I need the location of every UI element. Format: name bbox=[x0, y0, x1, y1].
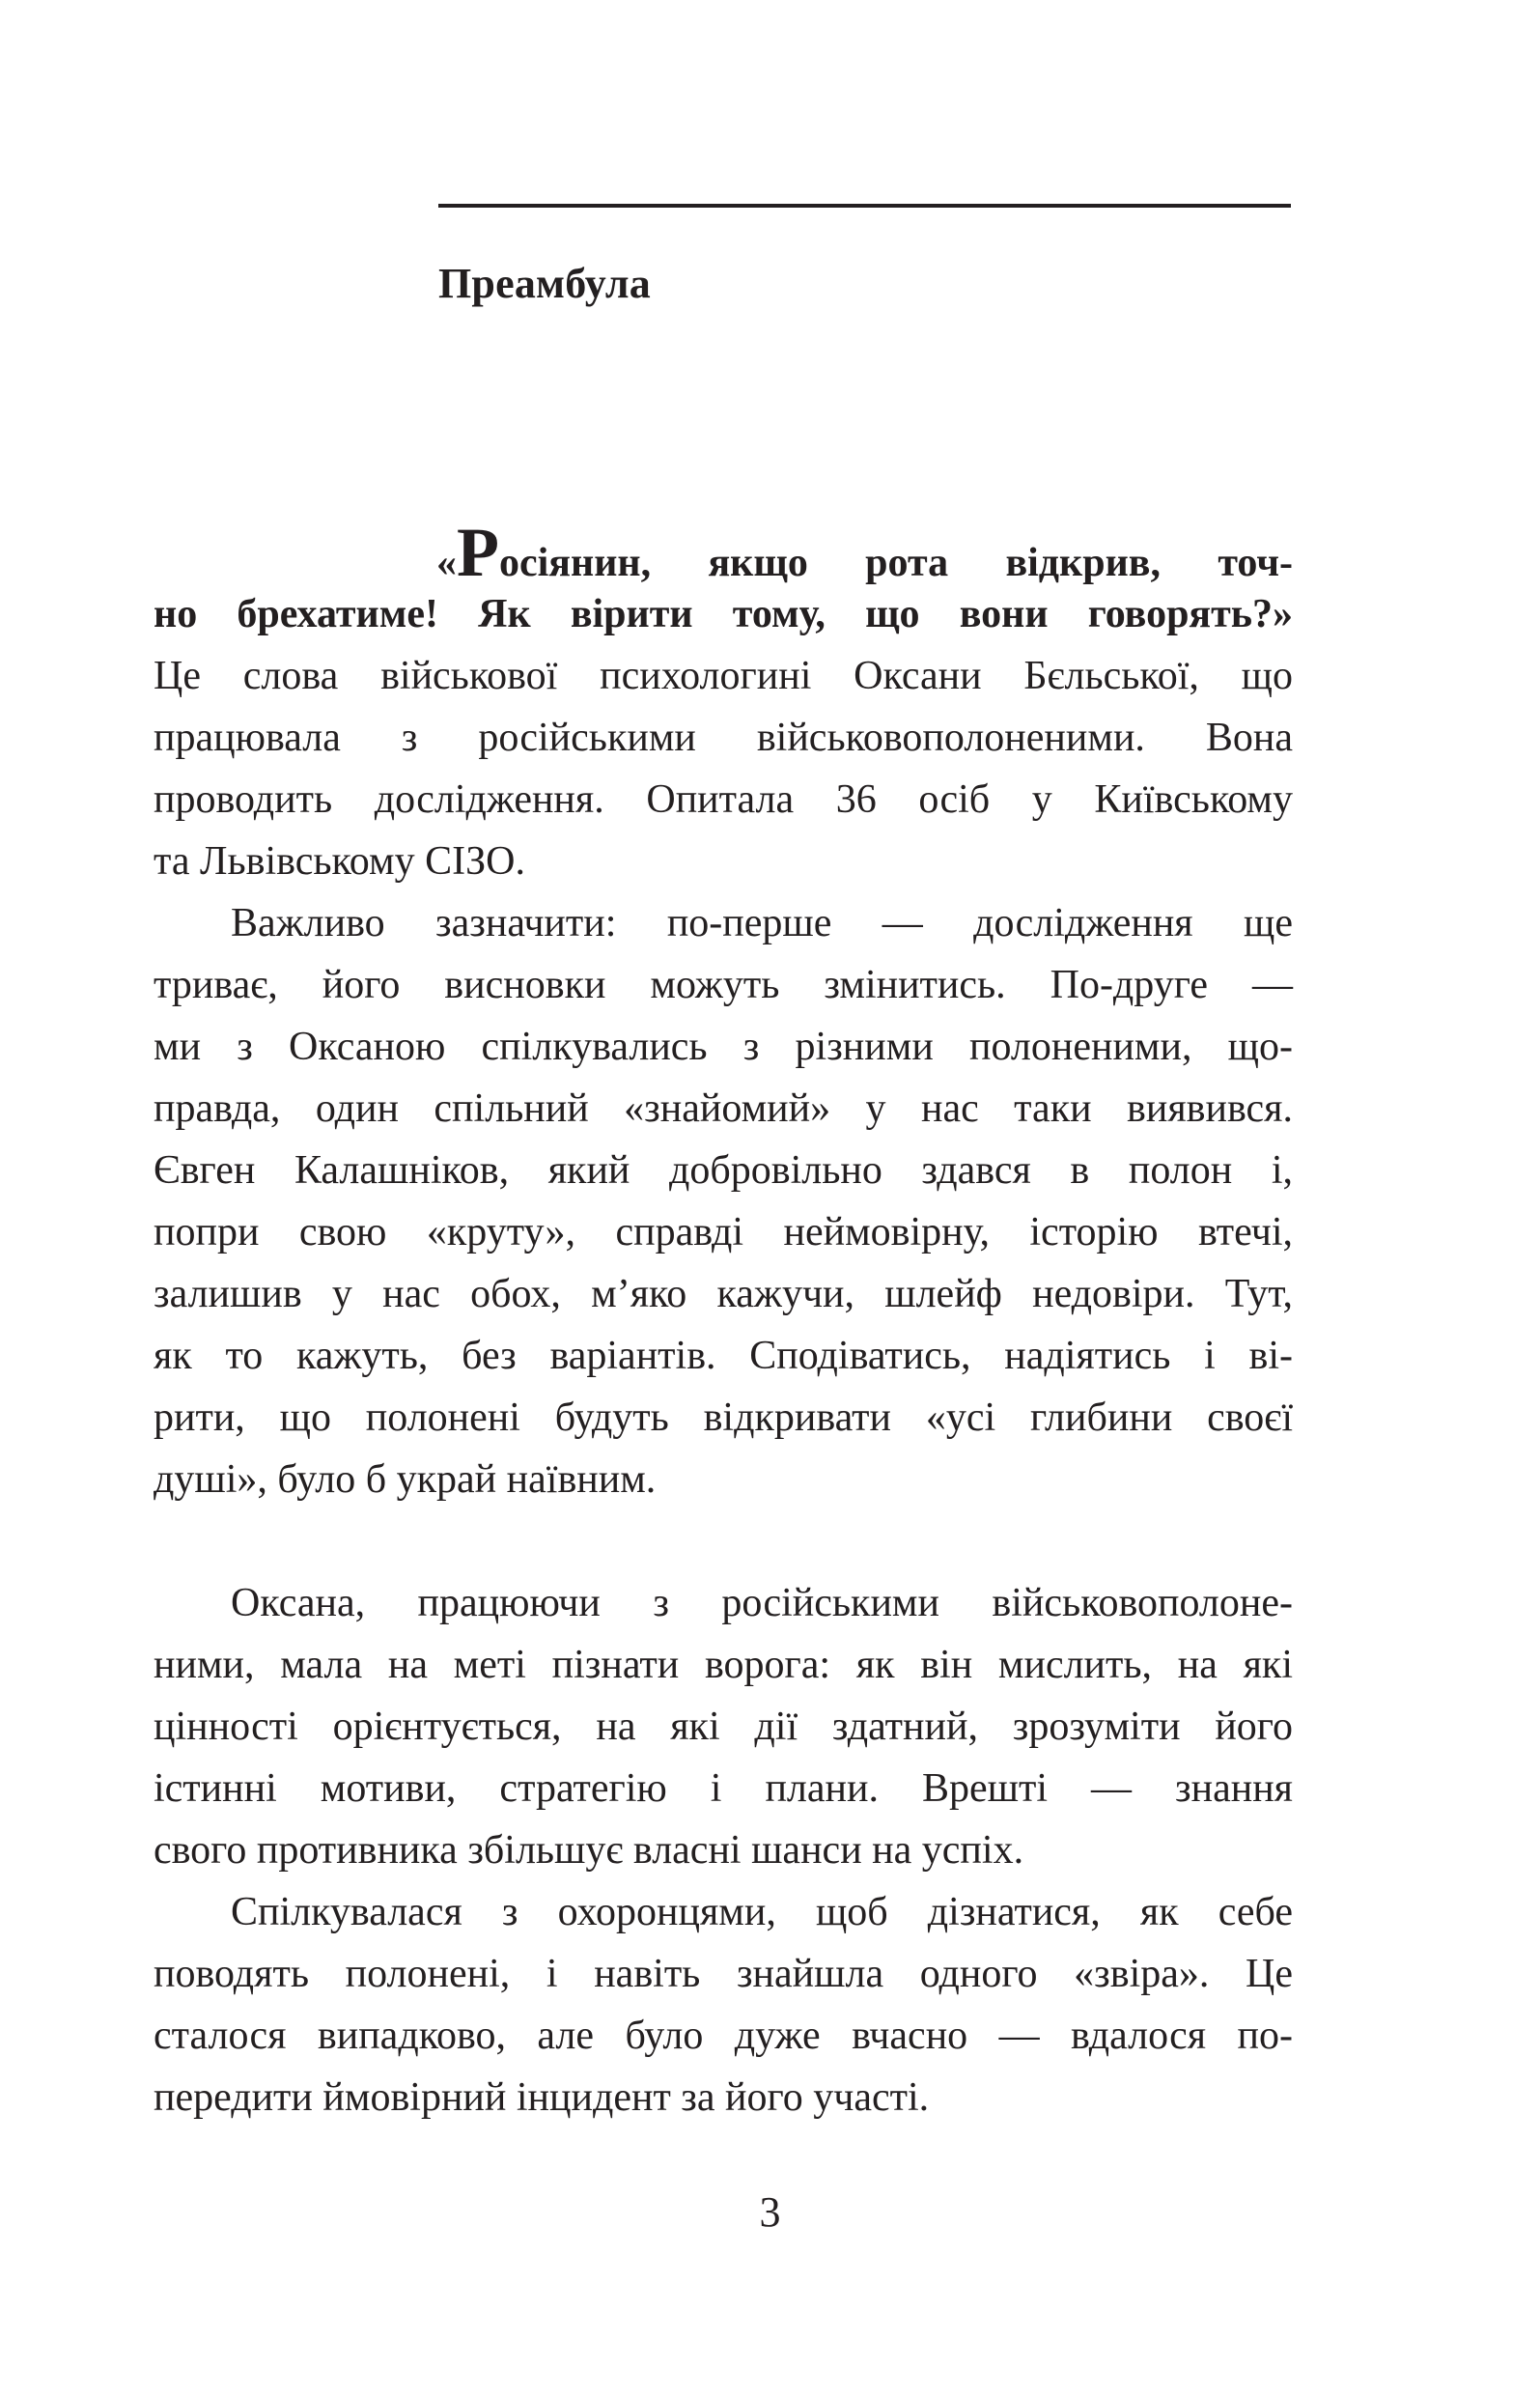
paragraph-3-line: Оксана, працюючи з російськими військовополоне- bbox=[231, 1581, 1293, 1625]
epigraph-dropcap: Р bbox=[457, 514, 499, 591]
page-number: 3 bbox=[759, 2188, 781, 2236]
paragraph-2-line: як то кажуть, без варіантів. Сподіватись, надіятись і ві- bbox=[154, 1334, 1293, 1378]
paragraph-1-line: та Львівському СІЗО. bbox=[154, 839, 525, 884]
chapter-top-rule bbox=[438, 204, 1291, 208]
epigraph-line-1 bbox=[154, 514, 1293, 591]
paragraph-1-line: Це слова військової психологині Оксани Бєльської, що bbox=[154, 654, 1293, 698]
paragraph-2-line: рити, що полонені будуть відкривати «усі глибини своєї bbox=[154, 1395, 1293, 1440]
chapter-title: Преамбула bbox=[438, 260, 651, 307]
epigraph-line-2: но брехатиме! Як вірити тому, що вони говорять?» bbox=[154, 592, 1293, 636]
paragraph-4-line: сталося випадково, але було дуже вчасно — вдалося по- bbox=[154, 2014, 1293, 2058]
paragraph-2-line: триває, його висновки можуть змінитись. По-друге — bbox=[154, 963, 1293, 1007]
paragraph-3-line: цінності орієнтується, на які дії здатний, зрозуміти його bbox=[154, 1705, 1293, 1749]
paragraph-4-line: Спілкувалася з охоронцями, щоб дізнатися, як себе bbox=[231, 1890, 1293, 1934]
paragraph-2-line: попри свою «круту», справді неймовірну, історію втечі, bbox=[154, 1210, 1293, 1254]
paragraph-2-line: душі», було б украй наївним. bbox=[154, 1457, 657, 1502]
epigraph-open-quote: « bbox=[436, 541, 457, 585]
text-block-2 bbox=[154, 1572, 1293, 2128]
paragraph-4-line: передити ймовірний інцидент за його участі. bbox=[154, 2075, 930, 2120]
paragraph-3-line: істинні мотиви, стратегію і плани. Врешті — знання bbox=[154, 1766, 1293, 1811]
paragraph-2-line: Євген Калашніков, який добровільно здався в полон і, bbox=[154, 1148, 1293, 1193]
paragraph-3-line: свого противника збільшує власні шанси на успіх. bbox=[154, 1828, 1024, 1873]
paragraph-2-line: правда, один спільний «знайомий» у нас таки виявився. bbox=[154, 1086, 1293, 1131]
paragraph-2-line: залишив у нас обох, м’яко кажучи, шлейф недовіри. Тут, bbox=[154, 1272, 1293, 1316]
paragraph-1-line: проводить дослідження. Опитала 36 осіб у Київському bbox=[154, 777, 1293, 822]
paragraph-1-line: працювала з російськими військовополоненими. Вона bbox=[154, 716, 1293, 760]
paragraph-2-line: ми з Оксаною спілкувались з різними полоненими, що- bbox=[154, 1025, 1293, 1069]
text-block-1 bbox=[154, 514, 1293, 1510]
paragraph-4-line: поводять полонені, і навіть знайшла одного «звіра». Це bbox=[154, 1952, 1293, 1996]
paragraph-3-line: ними, мала на меті пізнати ворога: як він мислить, на які bbox=[154, 1643, 1293, 1687]
paragraph-2-line: Важливо зазначити: по-перше — дослідження ще bbox=[231, 901, 1293, 945]
epigraph-line-1-text: осіянин, якщо рота відкрив, точ- bbox=[498, 541, 1293, 585]
